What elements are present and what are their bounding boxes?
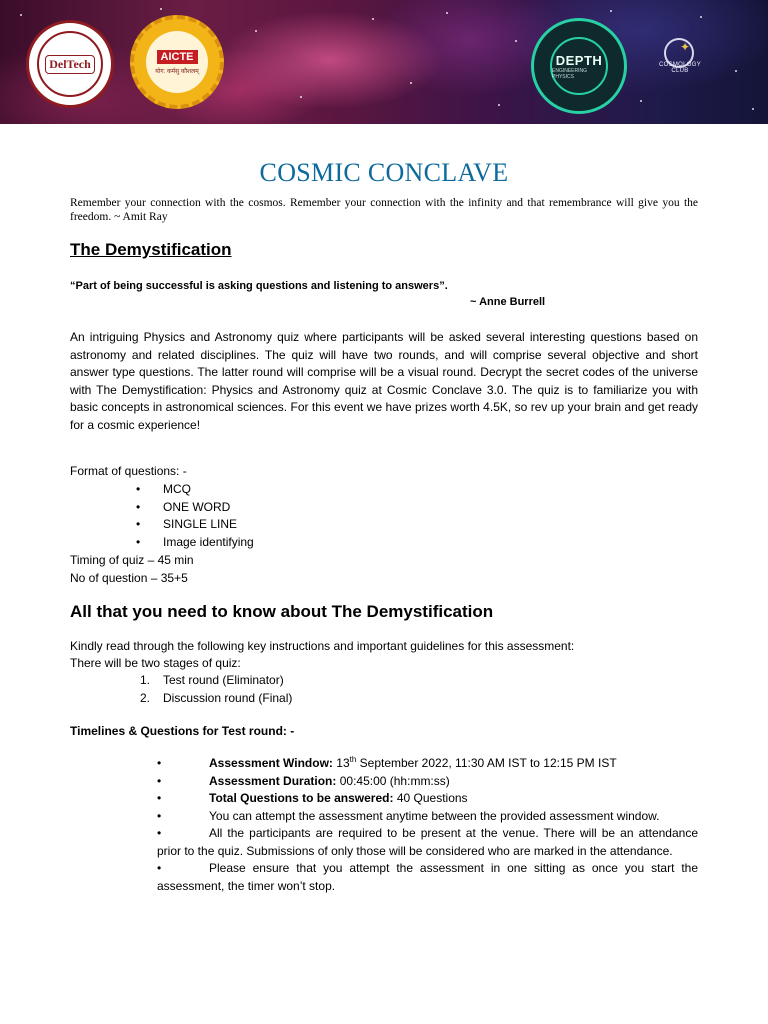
guideline-text: You can attempt the assessment anytime between the provided assessment window. [209,808,660,823]
star [515,40,517,42]
bullet-icon: • [136,499,141,514]
depth-logo [531,18,627,114]
window-value: September 2022, 11:30 AM IST to 12:15 PM IST [359,756,617,770]
page-title: COSMIC CONCLAVE [259,158,509,187]
format-item: ONE WORD [163,499,231,514]
duration-label: Assessment Duration: [209,773,337,788]
stages-label: There will be two stages of quiz: [70,656,241,670]
burrell-quote: “Part of being successful is asking questions and listening to answers”. [70,280,448,292]
star [160,8,162,10]
star [446,12,448,14]
list-item [136,499,254,517]
event-description: An intriguing Physics and Astronomy quiz where participants will be asked several interesting questions based on astronomy and related disciplines. The quiz will have two rounds, and will comprise several objective and short answer type questions. The latter round will comprise will be a visual round. Decrypt the secret codes of the universe with The Demystification: Physics and Astronomy quiz at Cosmic Conclave 3.0. The quiz is to familiarize you with basic concepts in astronomical sciences. For this event we have prizes worth 4.5K, so rev up your brain and get ready for a cosmic experience! [70,330,698,432]
total-value: 40 Questions [396,791,468,805]
window-day: 13 [336,756,350,770]
duration-value: 00:45:00 (hh:mm:ss) [339,773,450,788]
stage-item: Test round (Eliminator) [163,673,284,687]
depth-logo-core [550,37,608,95]
aicte-logo [130,15,224,109]
cosmology-club-logo [654,36,704,82]
guidelines-list [157,755,698,895]
star [255,30,257,32]
depth-logo-name: DEPTH [555,52,603,68]
star [752,108,754,110]
list-item [136,516,254,534]
format-list [136,481,254,551]
intro-quote: Remember your connection with the cosmos. Remember your connection with the infinity and that remembrance will give you the freedom. ~ Amit Ray [70,197,698,223]
list-item [157,808,698,826]
window-label: Assessment Window: [209,756,333,770]
star [610,10,612,12]
star [372,18,374,20]
cosmology-club-caption: COSMOLOGY CLUB [658,62,702,74]
star [300,96,302,98]
format-label: Format of questions: - [70,464,187,478]
guideline-text: All the participants are required to be present at the venue. There will be an attendance prior to the quiz. Submissions of only those will be considered who are marked in the attendance. [157,826,698,858]
question-count: No of question – 35+5 [70,571,188,585]
bullet-icon: • [157,791,162,805]
aicte-logo-core [146,31,208,93]
bullet-icon: • [136,534,141,549]
total-label: Total Questions to be answered: [209,791,394,805]
instructions-intro: Kindly read through the following key instructions and important guidelines for this assessment: [70,639,575,653]
list-number: 1. [140,673,151,687]
list-item [157,773,698,791]
star [410,82,412,84]
bullet-icon: • [157,808,162,823]
star [20,14,22,16]
star [700,16,702,18]
bullet-icon: • [136,517,141,531]
format-item: SINGLE LINE [163,517,238,531]
list-item [136,481,254,499]
list-item [157,860,698,895]
list-item [157,825,698,860]
bullet-icon: • [157,773,162,788]
depth-logo-tag: ENGINEERING PHYSICS [552,67,588,80]
know-heading: All that you need to know about The Demystification [70,602,494,621]
aicte-motto: योग: कर्मसु कौशलम् [155,68,199,75]
star [735,70,737,72]
rocket-icon: ✦ [680,40,691,54]
aicte-badge: AICTE [157,50,198,64]
timelines-heading: Timelines & Questions for Test round: - [70,724,295,738]
list-item [157,790,698,808]
window-suffix: th [349,755,357,764]
list-item [140,690,292,708]
star [498,104,500,106]
quiz-timing: Timing of quiz – 45 min [70,553,194,567]
dtu-logo-text: DelTech [45,55,95,74]
dtu-logo [26,20,114,108]
list-item [140,672,292,690]
burrell-quote-author: ~ Anne Burrell [470,296,546,308]
list-number: 2. [140,690,151,705]
format-item: MCQ [163,482,191,496]
header-banner [0,0,768,124]
dtu-logo-ring [37,31,103,97]
stages-list [140,672,292,707]
bullet-icon: • [157,861,162,875]
bullet-icon: • [136,482,141,496]
bullet-icon: • [157,826,162,840]
star [640,100,642,102]
bullet-icon: • [157,756,162,770]
list-item [157,755,698,773]
stage-item: Discussion round (Final) [163,690,293,705]
list-item [136,534,254,552]
demystification-heading: The Demystification [70,240,232,259]
format-item: Image identifying [163,534,254,549]
guideline-text: Please ensure that you attempt the assessment in one sitting as once you start the assessment, the timer won’t stop. [157,861,698,893]
